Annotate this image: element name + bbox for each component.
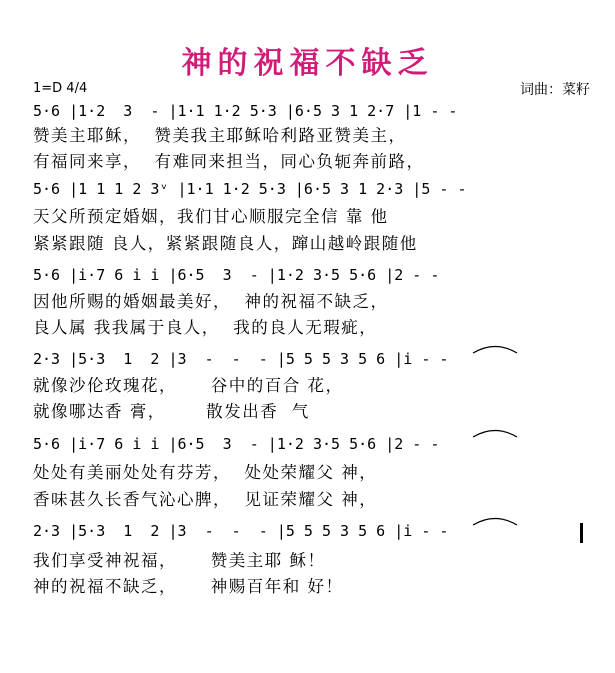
slur-mark — [470, 514, 520, 526]
notation-line: 5·6 |1·2 3 - |1·1 1·2 5·3 |6·5 3 1 2·7 |1 - - — [33, 102, 458, 120]
song-title: 神的祝福不缺乏 — [181, 46, 434, 81]
notation-line: 5·6 |i·7 6 i i |6·5 3 - |1·2 3·5 5·6 |2 - - — [33, 266, 440, 284]
lyric-line: 我们享受神祝福， 赞美主耶 稣！ — [33, 551, 326, 570]
lyric-line: 处处有美丽处处有芬芳， 处处荣耀父 神， — [33, 463, 378, 482]
author-credit: 词曲：菜籽 — [520, 82, 590, 98]
notation-line: 5·6 |i·7 6 i i |6·5 3 - |1·2 3·5 5·6 |2 - - — [33, 435, 440, 453]
final-barline — [580, 523, 583, 543]
notation-line: 5·6 |1 1 1 2 3ᵛ |1·1 1·2 5·3 |6·5 3 1 2·3 |5 - - — [33, 180, 467, 198]
lyric-line: 天父所预定婚姻，我们甘心顺服完全信 靠 他 — [33, 207, 389, 226]
notation-line: 2·3 |5·3 1 2 |3 - - - |5 5 5 3 5 6 |i - - — [33, 350, 449, 368]
lyric-line: 紧紧跟随 良人，紧紧跟随良人，蹿山越岭跟随他 — [33, 234, 418, 253]
notation-line: 2·3 |5·3 1 2 |3 - - - |5 5 5 3 5 6 |i - - — [33, 522, 449, 540]
lyric-line: 有福同来享， 有难同来担当，同心负轭奔前路， — [33, 152, 425, 171]
lyric-line: 神的祝福不缺乏， 神赐百年和 好！ — [33, 577, 344, 596]
slur-mark — [470, 342, 520, 354]
lyric-line: 就像哪达香 膏， 散发出香 气 — [33, 402, 310, 421]
lyric-line: 就像沙伦玫瑰花， 谷中的百合 花， — [33, 376, 344, 395]
lyric-line: 因他所赐的婚姻最美好， 神的祝福不缺乏， — [33, 292, 389, 311]
key-signature: 1=D 4/4 — [33, 81, 88, 96]
slur-mark — [470, 426, 520, 438]
lyric-line: 良人属 我我属于良人， 我的良人无瑕疵， — [33, 318, 378, 337]
lyric-line: 赞美主耶稣， 赞美我主耶稣哈利路亚赞美主， — [33, 126, 407, 145]
lyric-line: 香味甚久长香气沁心脾， 见证荣耀父 神， — [33, 490, 378, 509]
